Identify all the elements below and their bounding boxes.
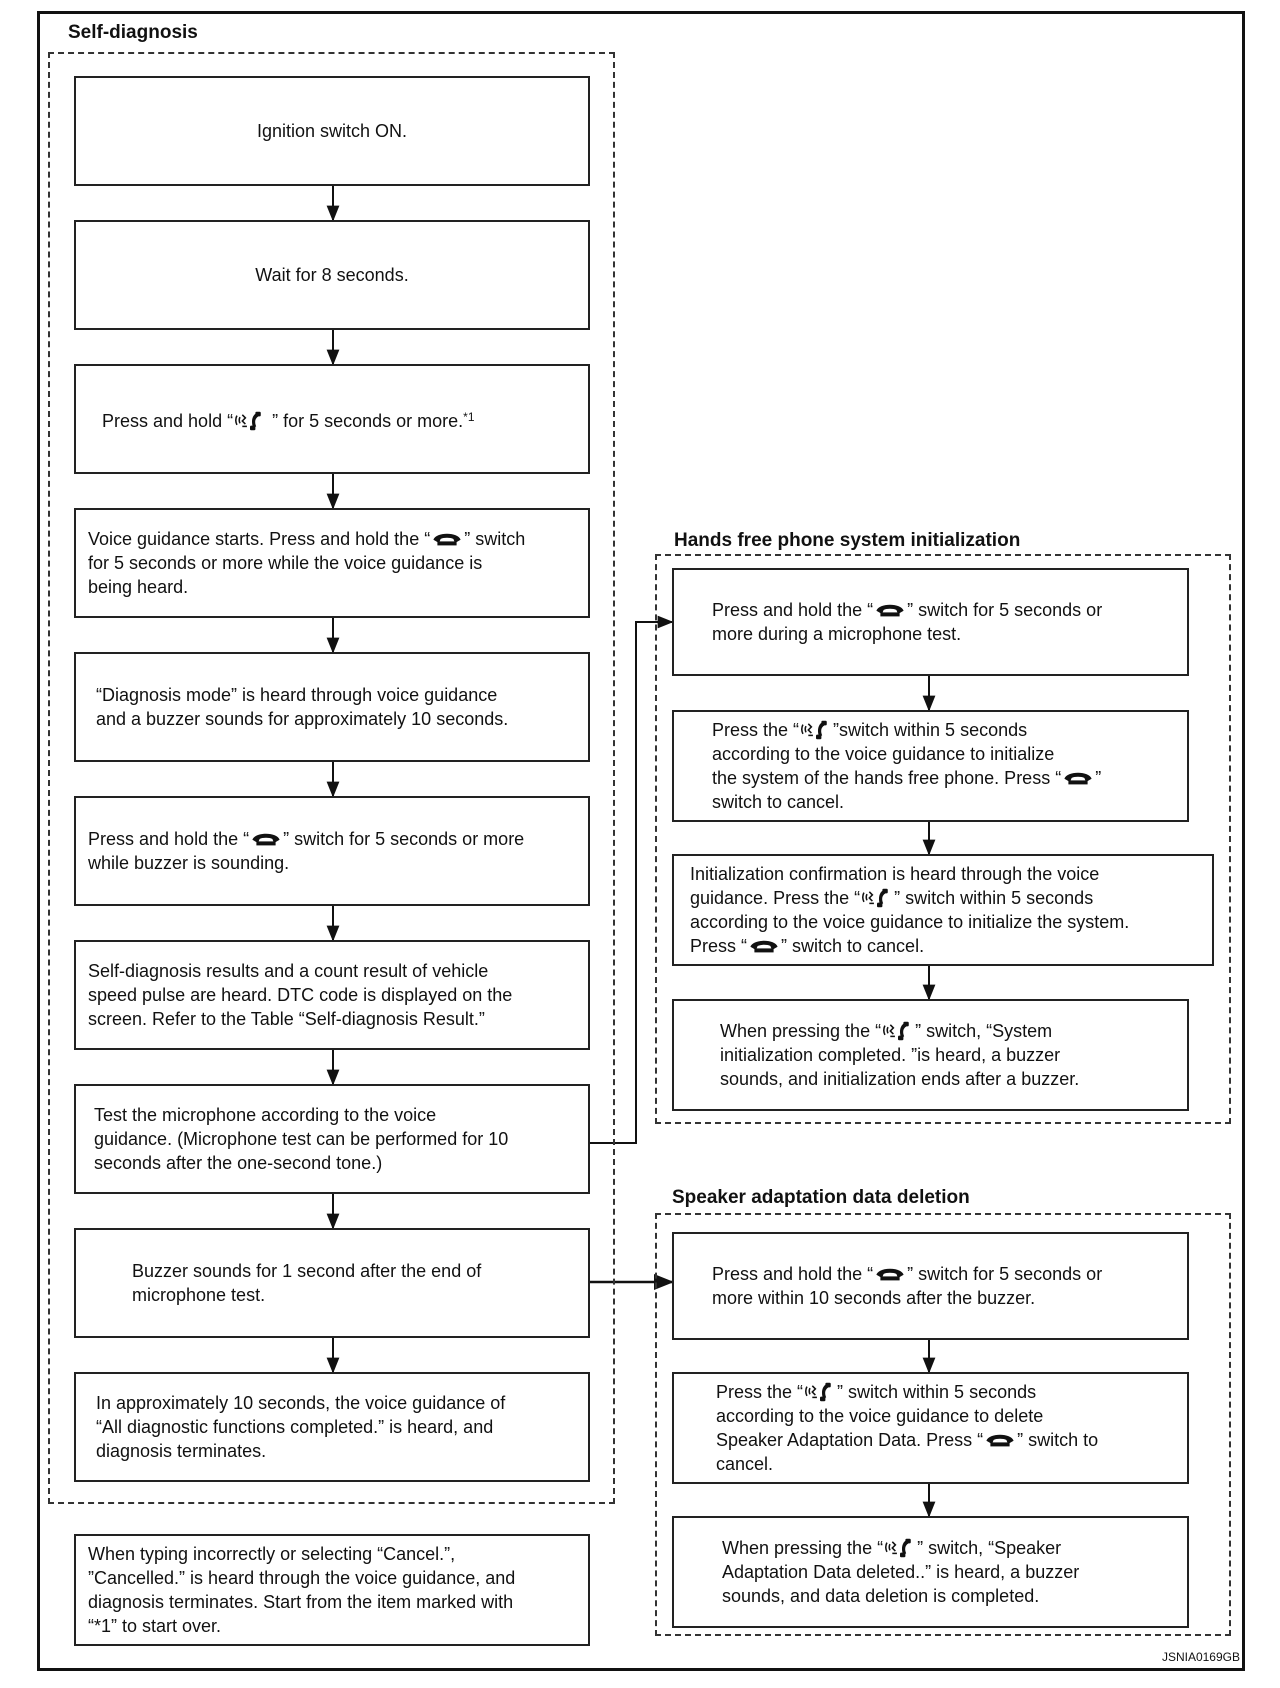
hf-step-press-talk: Press the “ ”switch within 5 seconds according to the voice guidance to initialize the system of the hands free phone. Press “ ” switch to cancel. <box>672 710 1189 822</box>
hands-free-title: Hands free phone system initialization <box>674 530 1021 551</box>
sd-step-complete: In approximately 10 seconds, the voice guidance of “All diagnostic functions completed.” is heard, and diagnosis terminates. <box>74 1372 590 1482</box>
talk-switch-icon <box>882 1021 914 1041</box>
sd-step-ignition: Ignition switch ON. <box>74 76 590 186</box>
sd-step-buzzer: Buzzer sounds for 1 second after the end of microphone test. <box>74 1228 590 1338</box>
sd-step-diagnosis-mode: “Diagnosis mode” is heard through voice guidance and a buzzer sounds for approximately 10 seconds. <box>74 652 590 762</box>
sd-step-hold-hangup: Press and hold the “ ” switch for 5 seconds or more while buzzer is sounding. <box>74 796 590 906</box>
sd-step-results: Self-diagnosis results and a count result of vehicle speed pulse are heard. DTC code is displayed on the screen. Refer to the Table “Self-diagnosis Result.” <box>74 940 590 1050</box>
speaker-title: Speaker adaptation data deletion <box>672 1187 970 1208</box>
hf-step-confirmation: Initialization confirmation is heard through the voice guidance. Press the “ ” switch within 5 seconds according to the voice guidance to initialize the system. Press “ ” switch to cancel. <box>672 854 1214 966</box>
hang-up-switch-icon <box>748 936 780 956</box>
sd-step-press-talk: Press and hold “ ” for 5 seconds or more.$^{*1}$ <box>74 364 590 474</box>
hang-up-switch-icon <box>250 829 282 849</box>
talk-switch-icon <box>800 720 832 740</box>
sd-step-wait: Wait for 8 seconds. <box>74 220 590 330</box>
self-diagnosis-title: Self-diagnosis <box>68 22 198 43</box>
sp-step-complete: When pressing the “ ” switch, “Speaker Adaptation Data deleted..” is heard, a buzzer sounds, and data deletion is completed. <box>672 1516 1189 1628</box>
talk-switch-icon <box>861 888 893 908</box>
hang-up-switch-icon <box>874 600 906 620</box>
hf-step-complete: When pressing the “ ” switch, “System initialization completed. ”is heard, a buzzer sounds, and initialization ends after a buzzer. <box>672 999 1189 1111</box>
hf-step-hold-hangup: Press and hold the “ ” switch for 5 seconds or more during a microphone test. <box>672 568 1189 676</box>
sd-step-microphone-test: Test the microphone according to the voice guidance. (Microphone test can be performed for 10 seconds after the one-second tone.) <box>74 1084 590 1194</box>
hang-up-switch-icon <box>431 529 463 549</box>
hang-up-switch-icon <box>874 1264 906 1284</box>
talk-switch-icon <box>804 1382 836 1402</box>
cancel-note: When typing incorrectly or selecting “Cancel.”, ”Cancelled.” is heard through the voice guidance, and diagnosis terminates. Start from the item marked with “*1” to start over. <box>74 1534 590 1646</box>
sp-step-press-talk: Press the “ ” switch within 5 seconds according to the voice guidance to delete Speaker Adaptation Data. Press “ ” switch to cancel. <box>672 1372 1189 1484</box>
sd-step-voice-guidance: Voice guidance starts. Press and hold the “ ” switch for 5 seconds or more while the voice guidance is being heard. <box>74 508 590 618</box>
sp-step-hold-hangup: Press and hold the “ ” switch for 5 seconds or more within 10 seconds after the buzzer. <box>672 1232 1189 1340</box>
hang-up-switch-icon <box>984 1430 1016 1450</box>
image-code: JSNIA0169GB <box>1161 1650 1240 1664</box>
talk-switch-icon <box>234 411 266 431</box>
hang-up-switch-icon <box>1062 768 1094 788</box>
talk-switch-icon <box>884 1538 916 1558</box>
